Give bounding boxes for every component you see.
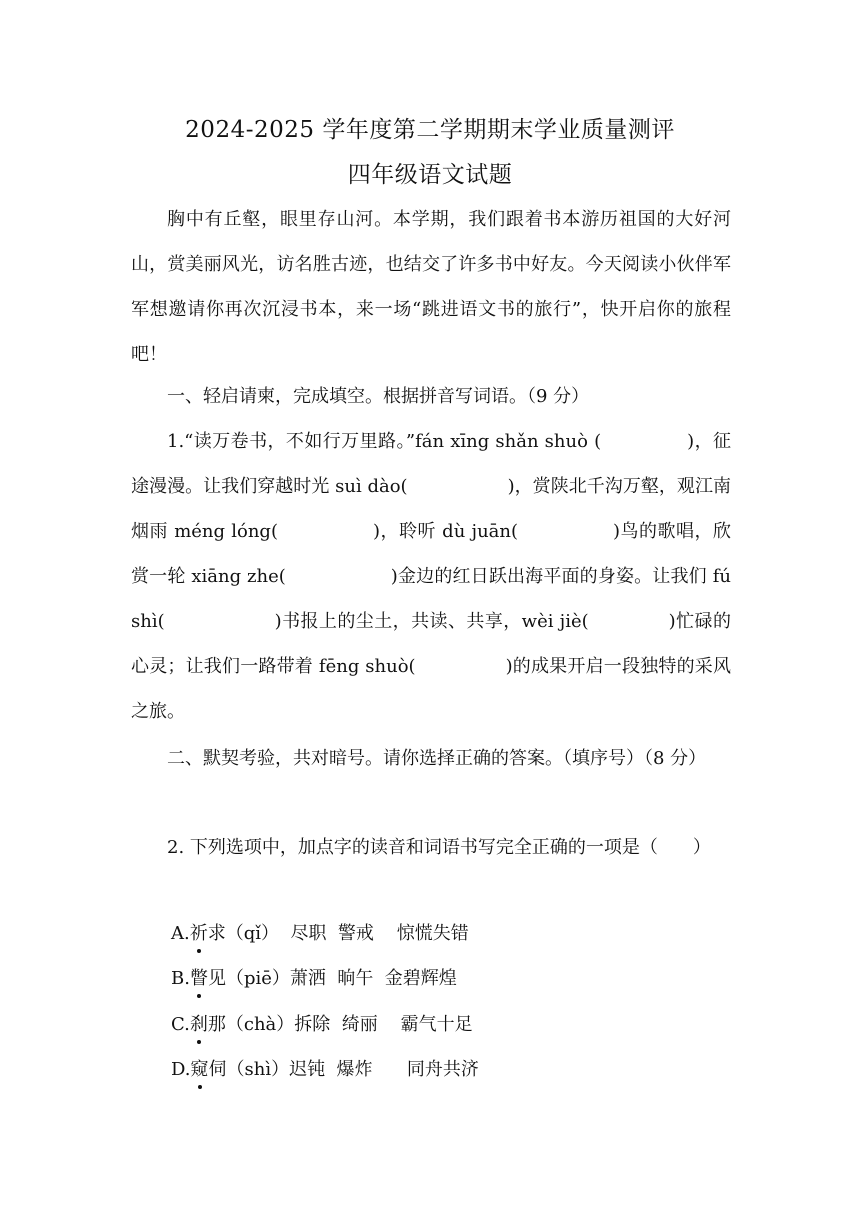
exam-subtitle: 四年级语文试题 <box>347 162 513 188</box>
q1-text-2: )，征途漫漫。让我们穿越时光 suì dào( <box>131 431 731 497</box>
option-b-text: 见（piē）萧洒 晌午 金碧辉煌 <box>207 968 457 989</box>
q1-text-9: )的成果开启一段独特的采风之旅。 <box>131 656 731 722</box>
option-c[interactable] <box>171 1011 473 1039</box>
option-c-letter: C. <box>171 1014 190 1035</box>
q1-text-7: )书报上的尘土，共读、共享，wèi jiè( <box>274 611 589 632</box>
exam-title: 2024-2025 学年度第二学期期末学业质量测评 <box>185 117 675 143</box>
q1-text-5: )鸟的歌唱，欣赏一轮 xiāng zhe( <box>131 521 731 587</box>
option-c-dotted-char: 刹 <box>190 1011 208 1039</box>
option-d-text: 伺（shì）迟钝 爆炸 同舟共济 <box>208 1059 479 1080</box>
option-b[interactable] <box>171 965 457 993</box>
q1-text-6: )金边的红日跃出海平面的身姿。让我们 fú shì( <box>131 566 731 632</box>
option-a-dotted-char: 祈 <box>190 920 208 948</box>
option-a-letter: A. <box>171 923 190 944</box>
question-two-stem <box>131 825 731 870</box>
q1-text-3: )，赏陕北千沟万壑，观江南烟雨 méng lóng( <box>131 476 731 542</box>
intro-paragraph: 胸中有丘壑，眼里存山河。本学期，我们跟着书本游历祖国的大好河山，赏美丽风光，访名胜古迹，也结交了许多书中好友。今天阅读小伙伴军军想邀请你再次沉浸书本，来一场“跳进语文书的旅行”，快开启你的旅程吧！ <box>131 209 731 365</box>
option-d[interactable] <box>171 1056 479 1084</box>
q2-paren-close: ） <box>692 837 711 858</box>
option-c-text: 那（chà）拆除 绮丽 霸气十足 <box>207 1014 473 1035</box>
option-d-dotted-char: 窥 <box>191 1056 209 1084</box>
q1-text-1: 1.“读万卷书，不如行万里路。”fán xīng shǎn shuò ( <box>167 431 602 452</box>
q1-text-4: )，聆听 dù juān( <box>372 521 519 542</box>
option-a-text: 求（qǐ） 尽职 警戒 惊慌失错 <box>207 923 469 944</box>
option-d-letter: D. <box>171 1059 191 1080</box>
option-b-dotted-char: 瞥 <box>190 965 208 993</box>
question-one <box>131 419 731 734</box>
section-one-heading: 一、轻启请柬，完成填空。根据拼音写词语。（9 分） <box>167 386 590 407</box>
q2-stem-text: 2. 下列选项中，加点字的读音和词语书写完全正确的一项是 <box>167 837 640 858</box>
q2-paren-open: （ <box>639 837 658 858</box>
section-two-heading: 二、默契考验，共对暗号。请你选择正确的答案。（填序号）（8 分） <box>167 748 707 769</box>
q1-text-8: )忙碌的心灵；让我们一路带着 fēng shuò( <box>131 611 731 677</box>
option-a[interactable] <box>171 920 469 948</box>
option-b-letter: B. <box>171 968 190 989</box>
